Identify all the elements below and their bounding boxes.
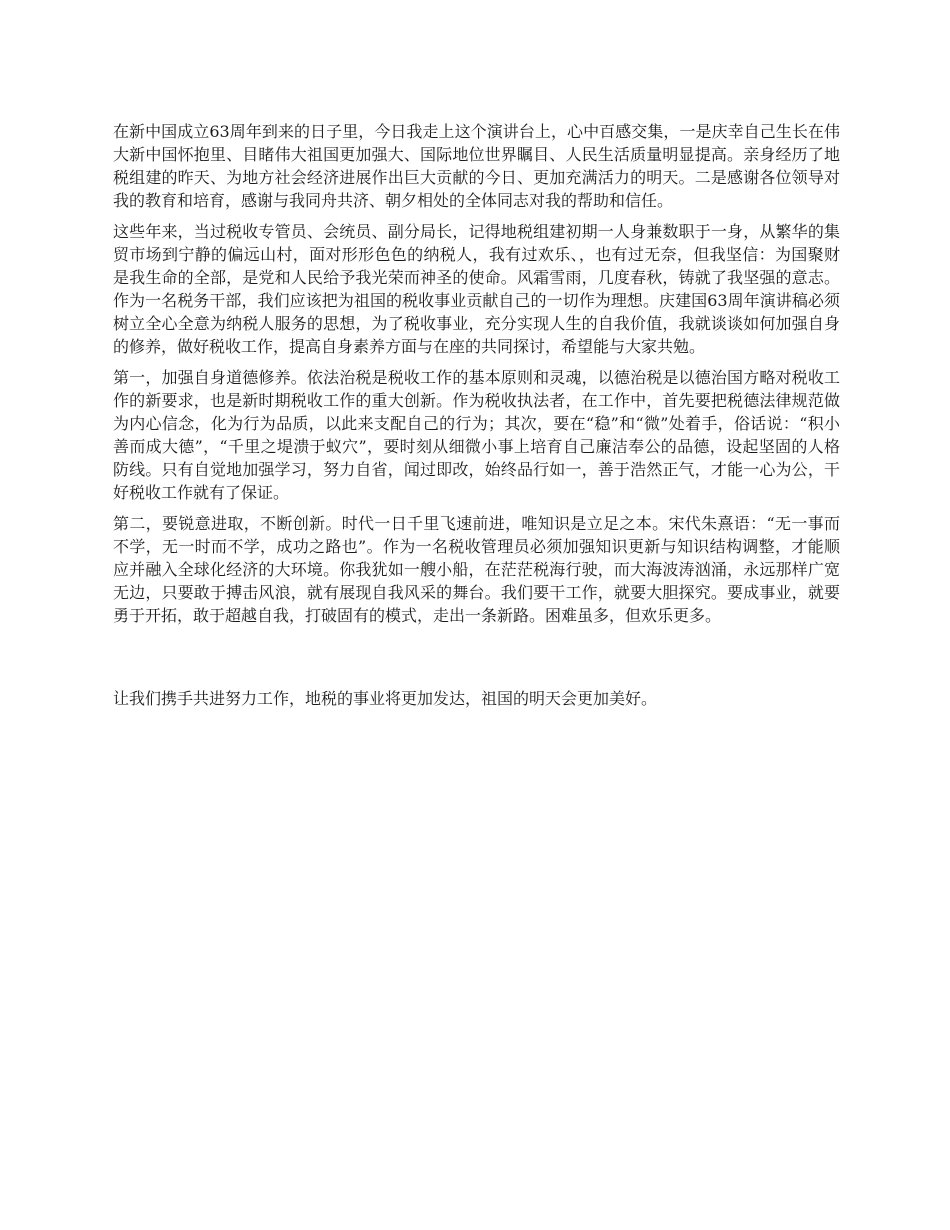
paragraph-point-two: 第二，要锐意进取，不断创新。时代一日千里飞速前进，唯知识是立足之本。宋代朱熹语：“无一事而不学，无一时而不学，成功之路也”。作为一名税收管理员必须加强知识更新与知识结构调整，才能顺应并融入全球化经济的大环境。你我犹如一艘小船，在茫茫税海行驶，而大海波涛汹涌，永远那样广宽无边，只要敢于搏击风浪，就有展现自我风采的舞台。我们要干工作，就要大胆探究。要成事业，就要勇于开拓，敢于超越自我，打破固有的模式，走出一条新路。困难虽多，但欢乐更多。 xyxy=(113,514,840,625)
paragraph-closing: 让我们携手共进努力工作，地税的事业将更加发达，祖国的明天会更加美好。 xyxy=(113,689,658,708)
paragraph-intro: 在新中国成立63周年到来的日子里，今日我走上这个演讲台上，心中百感交集，一是庆幸自己生长在伟大新中国怀抱里、目睹伟大祖国更加强大、国际地位世界瞩目、人民生活质量明显提高。亲身经历了地税组建的昨天、为地方社会经济进展作出巨大贡献的今日、更加充满活力的明天。二是感谢各位领导对我的教育和培育，感谢与我同舟共济、朝夕相处的全体同志对我的帮助和信任。 xyxy=(113,122,840,210)
paragraph-point-one: 第一，加强自身道德修养。依法治税是税收工作的基本原则和灵魂，以德治税是以德治国方略对税收工作的新要求，也是新时期税收工作的重大创新。作为税收执法者，在工作中，首先要把税德法律规范做为内心信念，化为行为品质，以此来支配自己的行为；其次，要在“稳”和“微”处着手，俗话说：“积小善而成大德”，“千里之堤溃于蚁穴”，要时刻从细微小事上培育自己廉洁奉公的品德，设起坚固的人格防线。只有自觉地加强学习，努力自省，闻过即改，始终品行如一，善于浩然正气，才能一心为公，干好税收工作就有了保证。 xyxy=(113,368,840,502)
document-page xyxy=(113,120,840,718)
paragraph-experience: 这些年来，当过税收专管员、会统员、副分局长，记得地税组建初期一人身兼数职于一身，从繁华的集贸市场到宁静的偏远山村，面对形形色色的纳税人，我有过欢乐、，也有过无奈，但我坚信：为国聚财是我生命的全部，是党和人民给予我光荣而神圣的使命。风霜雪雨，几度春秋，铸就了我坚强的意志。作为一名税务干部，我们应该把为祖国的税收事业贡献自己的一切作为理想。庆建国63周年演讲稿必须树立全心全意为纳税人服务的思想，为了税收事业，充分实现人生的自我价值，我就谈谈如何加强自身的修养，做好税收工作，提高自身素养方面与在座的共同探讨，希望能与大家共勉。 xyxy=(113,222,840,356)
